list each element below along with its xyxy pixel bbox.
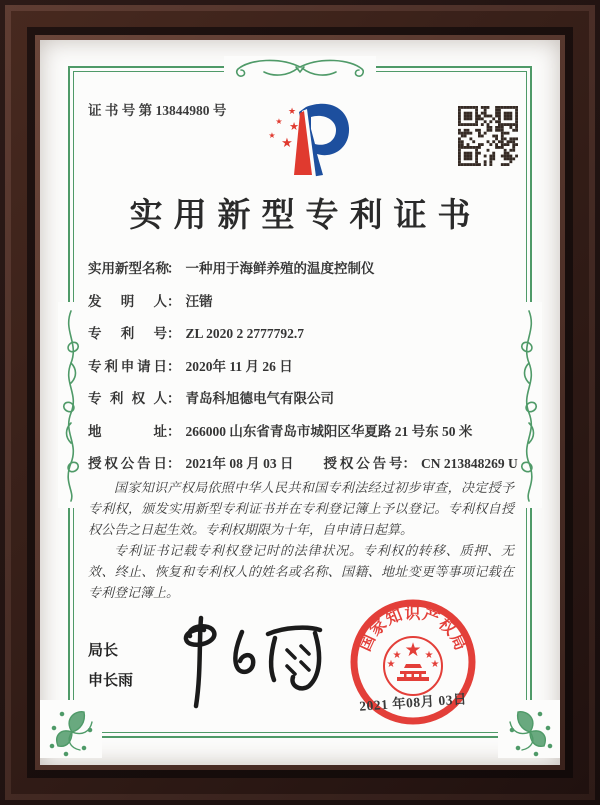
grant-row: 授权公告日： 2021年 08 月 03 日 授权公告号： CN 213848269 U [88,452,518,473]
signer-title: 局长 [88,642,119,659]
grant-no-label: 授权公告号 [323,456,403,471]
field-label: 专利权人 [88,391,167,406]
field-value: 266000 山东省青岛市城阳区华夏路 21 号东 50 米 [185,423,473,439]
certificate-title: 实用新型专利证书 [129,198,482,234]
signer-block [88,636,133,696]
border-ornament-corner-right-icon [502,702,558,758]
svg-text:国家知识产权局: 国家知识产权局 [356,605,470,654]
svg-text:★: ★ [430,659,440,670]
field-label: 地址 [88,423,167,439]
border-ornament-right-icon [517,305,541,505]
svg-text:★: ★ [268,131,276,140]
field-label: 专利申请日 [88,358,167,374]
legal-paragraph-1: 国家知识产权局依照中华人民共和国专利法经过初步审查，决定授予专利权，颁发实用新型专利证书并在专利登记簿上予以登记。专利权自授权公告之日起生效。专利权期限为十年，自申请日起算。 [88,480,514,537]
field-row: 专利权人： 青岛科旭德电气有限公司 [88,387,518,408]
field-row: 实用新型名称： 一种用于海鲜养殖的温度控制仪 [88,257,518,278]
qr-code-icon [458,106,518,166]
svg-text:★: ★ [404,639,422,661]
field-label: 专利号 [88,326,167,341]
seal-date: 2021 年08月 03日 [358,691,468,714]
svg-text:★: ★ [275,117,283,126]
grant-date-value: 2021年 08 月 03 日 [185,456,294,471]
svg-text:★: ★ [287,107,297,117]
field-label: 实用新型名称 [88,261,169,276]
field-value: 青岛科旭德电气有限公司 [185,391,334,406]
svg-text:★: ★ [289,120,299,133]
cnipa-logo-icon [256,95,352,183]
grant-date-label: 授权公告日 [88,456,167,471]
border-ornament-left-icon [59,305,83,505]
field-label: 发明人 [88,293,167,309]
field-value: ZL 2020 2 2777792.7 [185,326,305,341]
certificate-number: 证 书 号 第 13844980 号 [88,103,227,118]
field-list [88,257,518,485]
field-row: 发明人： 汪锴 [88,290,518,311]
svg-text:★: ★ [424,650,434,661]
field-row: 地址： 266000 山东省青岛市城阳区华夏路 21 号东 50 米 [88,420,518,441]
legal-paragraph-2: 专利证书记载专利权登记时的法律状况。专利权的转移、质押、无效、终止、恢复和专利权人的姓名或名称、国籍、地址变更等事项记载在专利登记簿上。 [88,543,514,600]
svg-text:★: ★ [392,650,402,661]
field-row: 专利申请日： 2020年 11 月 26 日 [88,355,518,376]
border-ornament-corner-left-icon [44,702,100,758]
grant-no-value: CN 213848269 U [421,456,518,471]
field-value: 2020年 11 月 26 日 [185,358,293,374]
border-ornament-top-icon [230,57,370,79]
director-signature-icon [162,612,332,712]
field-value: 一种用于海鲜养殖的温度控制仪 [185,261,375,276]
field-value: 汪锴 [185,293,213,309]
field-row: 专利号： ZL 2020 2 2777792.7 [88,322,518,343]
legal-text [88,477,514,603]
signer-name: 申长雨 [88,672,134,689]
svg-text:★: ★ [386,659,396,670]
svg-text:★: ★ [281,136,293,151]
certificate-page [40,40,560,765]
